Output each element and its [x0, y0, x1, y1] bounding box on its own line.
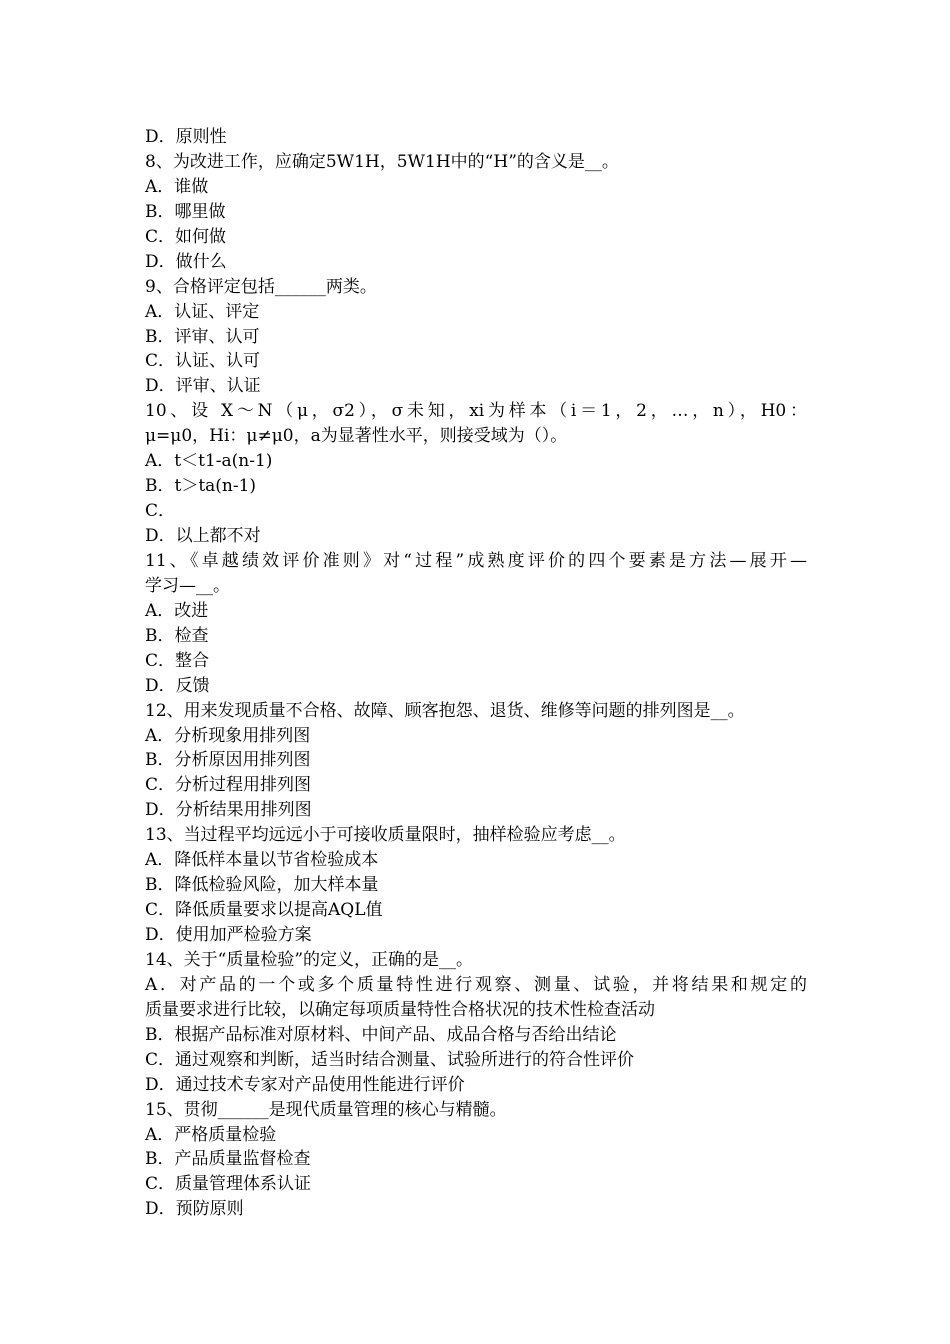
option-line: C．分析过程用排列图: [145, 775, 312, 796]
option-line-continued: 质量要求进行比较，以确定每项质量特性合格状况的技术性检查活动: [145, 999, 655, 1020]
option-line: D．反馈: [145, 675, 210, 696]
question-13: 13、当过程平均远远小于可接收质量限时，抽样检验应考虑__。: [145, 825, 626, 846]
option-line: B．产品质量监督检查: [145, 1149, 311, 1170]
option-line: A．谁做: [145, 176, 209, 197]
option-line: A．t＜t1-a(n-1): [145, 451, 273, 472]
question-8: 8、为改进工作，应确定5W1H，5W1H中的“H”的含义是__。: [145, 151, 619, 172]
option-line: B．检查: [145, 625, 209, 646]
option-line: D．预防原则: [145, 1199, 244, 1220]
option-line: D．通过技术专家对产品使用性能进行评价: [145, 1074, 465, 1095]
question-14: 14、关于“质量检验”的定义，正确的是__。: [145, 949, 474, 970]
option-line: C．通过观察和判断，适当时结合测量、试验所进行的符合性评价: [145, 1049, 635, 1070]
option-line: A．改进: [145, 600, 209, 621]
option-line: A．认证、评定: [145, 301, 260, 322]
option-line: D．原则性: [145, 127, 227, 147]
option-line: D．分析结果用排列图: [145, 800, 312, 821]
question-15: 15、贯彻______是现代质量管理的核心与精髓。: [145, 1099, 507, 1120]
option-line: A．严格质量检验: [145, 1124, 277, 1145]
option-line: D．使用加严检验方案: [145, 925, 312, 945]
question-11-continued: 学习—__。: [145, 575, 230, 596]
option-line: D．以上都不对: [145, 526, 261, 546]
option-line: C．质量管理体系认证: [145, 1174, 312, 1195]
option-line: C．降低质量要求以提高AQL值: [145, 900, 383, 921]
option-line: C．: [145, 501, 176, 522]
option-line: B．哪里做: [145, 201, 226, 222]
option-line: B．降低检验风险，加大样本量: [145, 875, 379, 896]
option-line: B．分析原因用排列图: [145, 750, 311, 771]
question-10: 10、设 X～N（μ，σ2），σ未知，xi为样本（i＝1，2，…，n），H0：: [145, 401, 807, 422]
question-12: 12、用来发现质量不合格、故障、顾客抱怨、退货、维修等问题的排列图是__。: [145, 700, 745, 721]
option-line: D．做什么: [145, 251, 227, 272]
option-line: B．根据产品标准对原材料、中间产品、成品合格与否给出结论: [145, 1024, 617, 1045]
option-line: B．评审、认可: [145, 326, 260, 347]
option-line: D．评审、认证: [145, 376, 261, 397]
option-line: A．分析现象用排列图: [145, 725, 311, 746]
option-line: A．对产品的一个或多个质量特性进行观察、测量、试验，并将结果和规定的: [145, 974, 807, 995]
option-line: C．认证、认可: [145, 351, 261, 372]
question-10-continued: μ=μ0，Hi：μ≠μ0，a为显著性水平，则接受域为（）。: [145, 426, 568, 447]
question-9: 9、合格评定包括______两类。: [145, 276, 377, 297]
option-line: C．整合: [145, 650, 210, 671]
option-line: C．如何做: [145, 226, 227, 247]
option-line: B．t＞ta(n-1): [145, 476, 257, 497]
document-body: [145, 125, 807, 1222]
option-line: A．降低样本量以节省检验成本: [145, 850, 379, 871]
question-11: 11、《卓越绩效评价准则》对“过程”成熟度评价的四个要素是方法—展开—: [145, 550, 807, 571]
